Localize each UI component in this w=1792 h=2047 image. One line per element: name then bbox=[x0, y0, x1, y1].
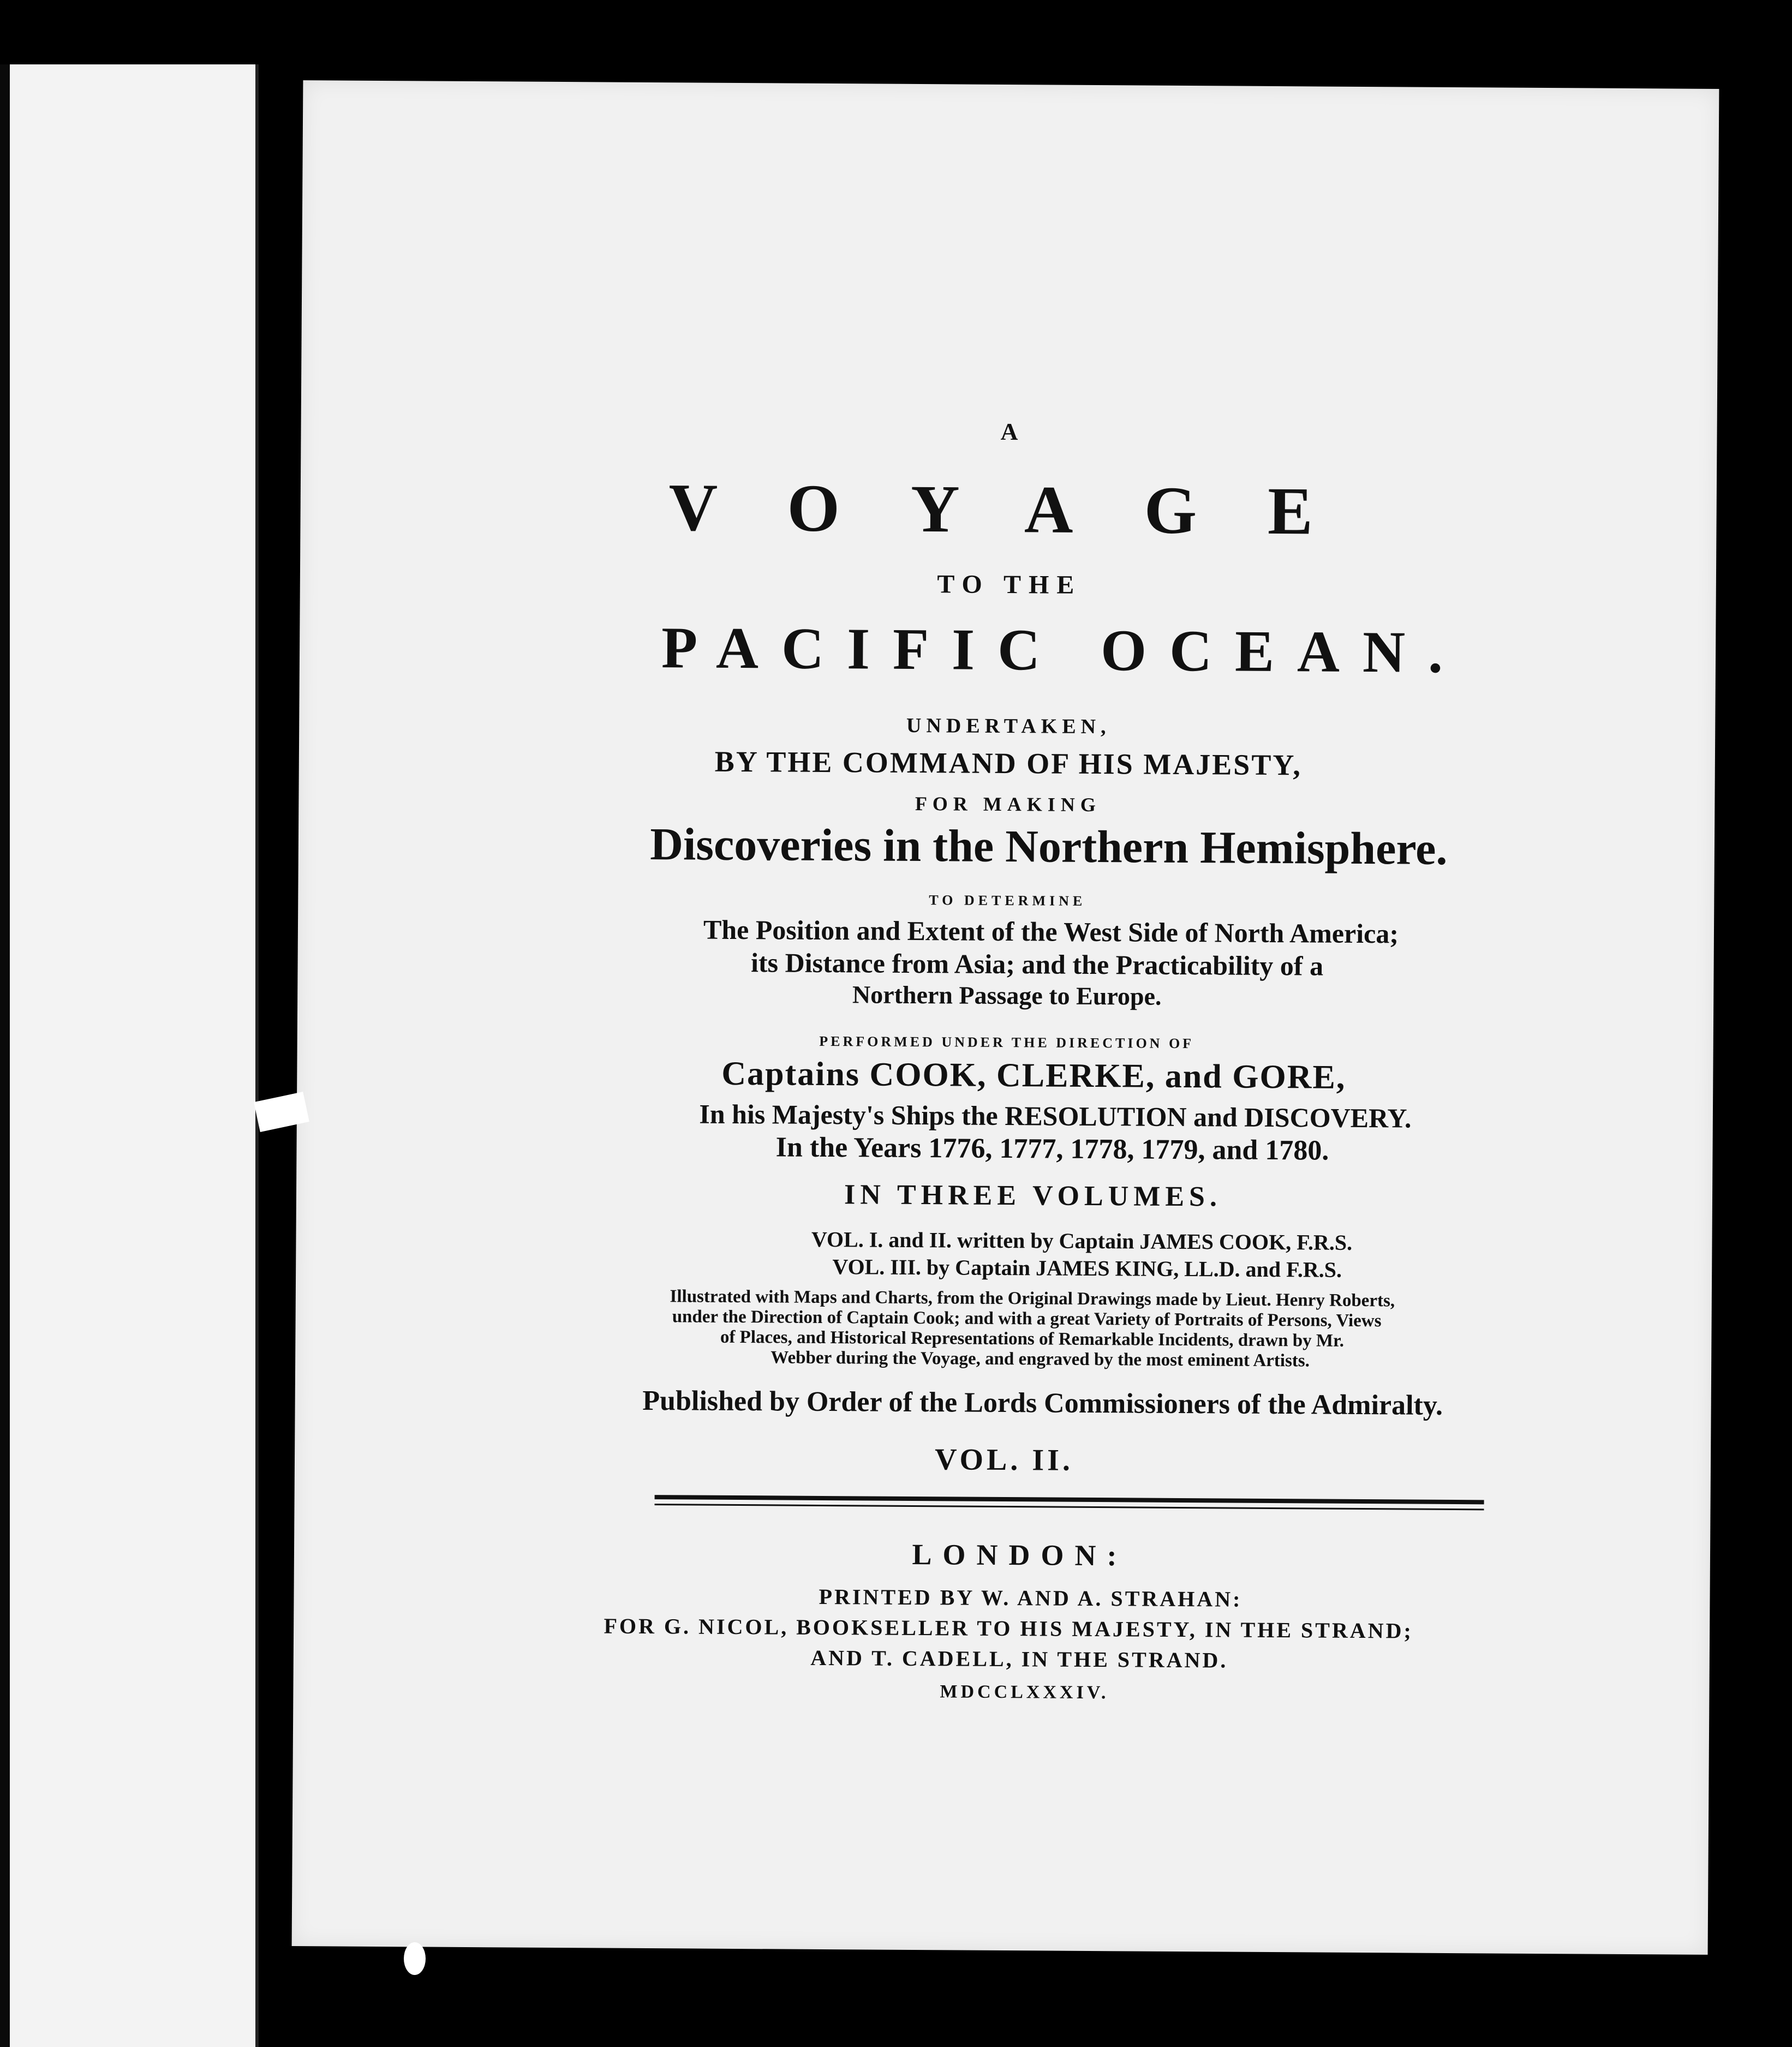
paper-blemish bbox=[404, 1942, 426, 1975]
illustrated-line-2: under the Direction of Captain Cook; and with a great Variety of Portraits of Persons, Views bbox=[672, 1307, 1382, 1331]
purpose-line-2: its Distance from Asia; and the Practicability of a bbox=[750, 947, 1324, 981]
volume-number: VOL. II. bbox=[934, 1443, 1074, 1477]
illustrated-line-1: Illustrated with Maps and Charts, from the Original Drawings made by Lieut. Henry Roberts, bbox=[670, 1286, 1395, 1311]
for-making-line: FOR MAKING bbox=[915, 792, 1101, 816]
imprint-printer: PRINTED BY W. AND A. STRAHAN: bbox=[819, 1584, 1243, 1612]
vol-1-2-line: VOL. I. and II. written by Captain JAMES COOK, F.R.S. bbox=[811, 1226, 1353, 1255]
facing-page-gutter bbox=[0, 64, 10, 2047]
title-ocean-name: PACIFIC OCEAN. bbox=[661, 615, 1466, 686]
discoveries-line: Discoveries in the Northern Hemisphere. bbox=[650, 819, 1448, 875]
captains-line: Captains COOK, CLERKE, and GORE, bbox=[721, 1055, 1346, 1096]
performed-line: PERFORMED UNDER THE DIRECTION OF bbox=[819, 1033, 1194, 1052]
imprint-bookseller-2: AND T. CADELL, IN THE STRAND. bbox=[810, 1645, 1228, 1673]
published-line: Published by Order of the Lords Commissioners of the Admiralty. bbox=[642, 1385, 1443, 1421]
title-to-the: TO THE bbox=[937, 570, 1082, 600]
ships-line: In his Majesty's Ships the RESOLUTION and DISCOVERY. bbox=[699, 1098, 1412, 1134]
title-page-text bbox=[473, 316, 1540, 1705]
imprint-city: LONDON: bbox=[912, 1537, 1128, 1572]
undertaken-line: UNDERTAKEN, bbox=[906, 714, 1111, 739]
illustrated-line-4: Webber during the Voyage, and engraved by the most eminent Artists. bbox=[770, 1348, 1310, 1371]
illustrated-line-3: of Places, and Historical Representations of Remarkable Incidents, drawn by Mr. bbox=[720, 1327, 1345, 1351]
title-main-word: VOYAGE bbox=[668, 470, 1384, 549]
vol-3-line: VOL. III. by Captain JAMES KING, LL.D. and F.R.S. bbox=[832, 1254, 1342, 1282]
imprint-date: MDCCLXXXIV. bbox=[940, 1681, 1109, 1703]
to-determine-line: TO DETERMINE bbox=[929, 892, 1086, 909]
imprint-bookseller-1: FOR G. NICOL, BOOKSELLER TO HIS MAJESTY, IN THE STRAND; bbox=[604, 1613, 1413, 1643]
purpose-line-1: The Position and Extent of the West Side of North America; bbox=[703, 914, 1399, 949]
volumes-line: IN THREE VOLUMES. bbox=[844, 1179, 1222, 1213]
title-article: A bbox=[1000, 418, 1020, 446]
facing-blank-page bbox=[0, 64, 259, 2047]
command-line: BY THE COMMAND OF HIS MAJESTY, bbox=[714, 745, 1303, 782]
title-page bbox=[292, 80, 1719, 1955]
years-line: In the Years 1776, 1777, 1778, 1779, and 1780. bbox=[775, 1132, 1329, 1166]
double-rule-divider bbox=[655, 1495, 1484, 1510]
purpose-line-3: Northern Passage to Europe. bbox=[852, 980, 1162, 1010]
